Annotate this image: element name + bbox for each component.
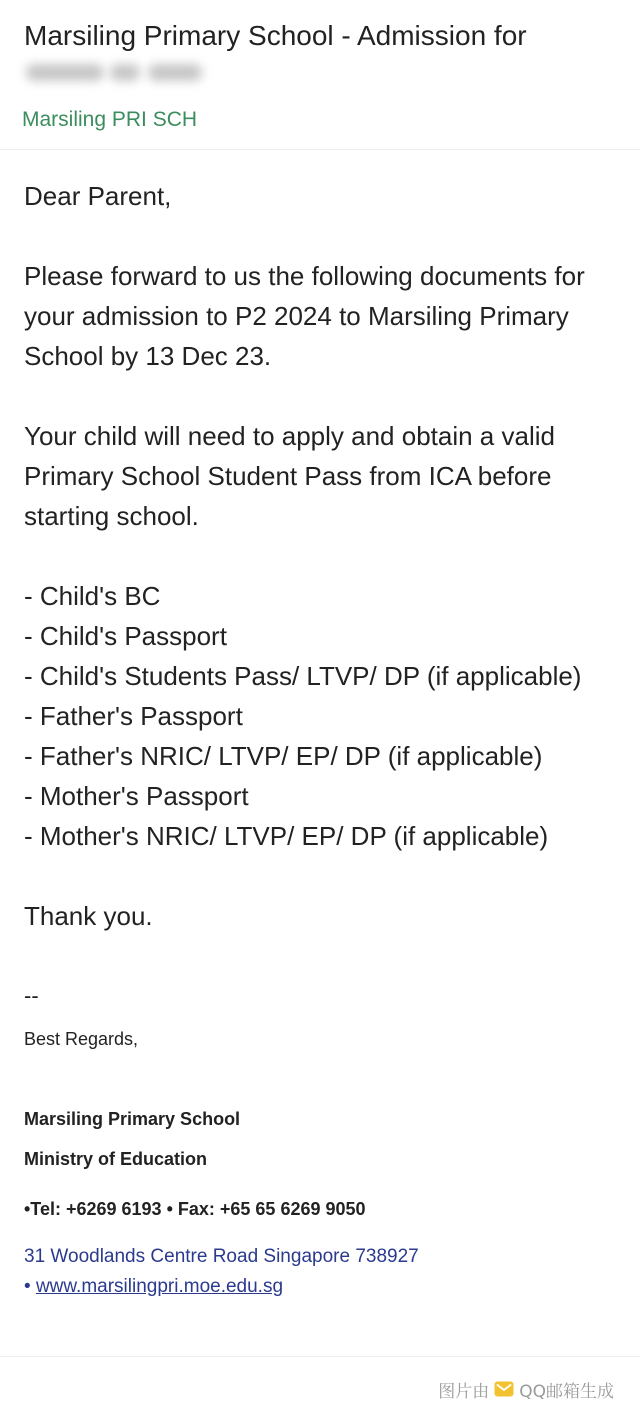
greeting: Dear Parent,	[24, 181, 172, 211]
paragraph-line: Your child will need to apply and obtain a valid	[24, 421, 555, 451]
paragraph-line: Please forward to us the following documents for	[24, 261, 585, 291]
signature-regards: Best Regards,	[24, 1029, 139, 1049]
paragraph-line: your admission to P2 2024 to Marsiling Primary	[24, 301, 569, 331]
footer-divider	[0, 1356, 640, 1357]
document-item: - Child's BC	[24, 581, 161, 611]
footer-suffix: QQ邮箱生成	[519, 1381, 614, 1402]
website-link[interactable]: www.marsilingpri.moe.edu.sg	[35, 1276, 284, 1297]
signature-address: 31 Woodlands Centre Road Singapore 738927	[24, 1246, 419, 1267]
header-divider	[0, 149, 640, 150]
paragraph-line: Primary School Student Pass from ICA before	[24, 461, 552, 491]
redacted-subject-text	[24, 56, 204, 88]
closing: Thank you.	[24, 901, 153, 931]
footer-prefix: 图片由	[438, 1381, 490, 1402]
signature-contact: •Tel: +6269 6193 • Fax: +65 65 6269 9050	[24, 1199, 366, 1219]
document-item: - Father's Passport	[24, 701, 243, 731]
document-item: - Child's Students Pass/ LTVP/ DP (if applicable)	[24, 661, 582, 691]
signature-ministry: Ministry of Education	[24, 1149, 208, 1169]
website-bullet: •	[24, 1276, 31, 1297]
signature-website	[24, 1273, 283, 1301]
email-body	[24, 176, 585, 1016]
document-item: - Mother's NRIC/ LTVP/ EP/ DP (if applicable)	[24, 821, 549, 851]
documents-list	[24, 576, 585, 856]
paragraph-student-pass	[24, 416, 585, 536]
email-subject: Marsiling Primary School - Admission for	[24, 20, 527, 51]
qq-mail-icon	[494, 1381, 514, 1397]
paragraph-line: starting school.	[24, 501, 199, 531]
signature-school: Marsiling Primary School	[24, 1109, 241, 1129]
sender-name[interactable]: Marsiling PRI SCH	[22, 108, 198, 131]
footer-watermark	[438, 1375, 614, 1403]
document-item: - Father's NRIC/ LTVP/ EP/ DP (if applicable)	[24, 741, 543, 771]
document-item: - Mother's Passport	[24, 781, 249, 811]
document-item: - Child's Passport	[24, 621, 227, 651]
signature-separator: --	[24, 983, 39, 1008]
paragraph-forward-documents	[24, 256, 585, 376]
paragraph-line: School by 13 Dec 23.	[24, 341, 272, 371]
